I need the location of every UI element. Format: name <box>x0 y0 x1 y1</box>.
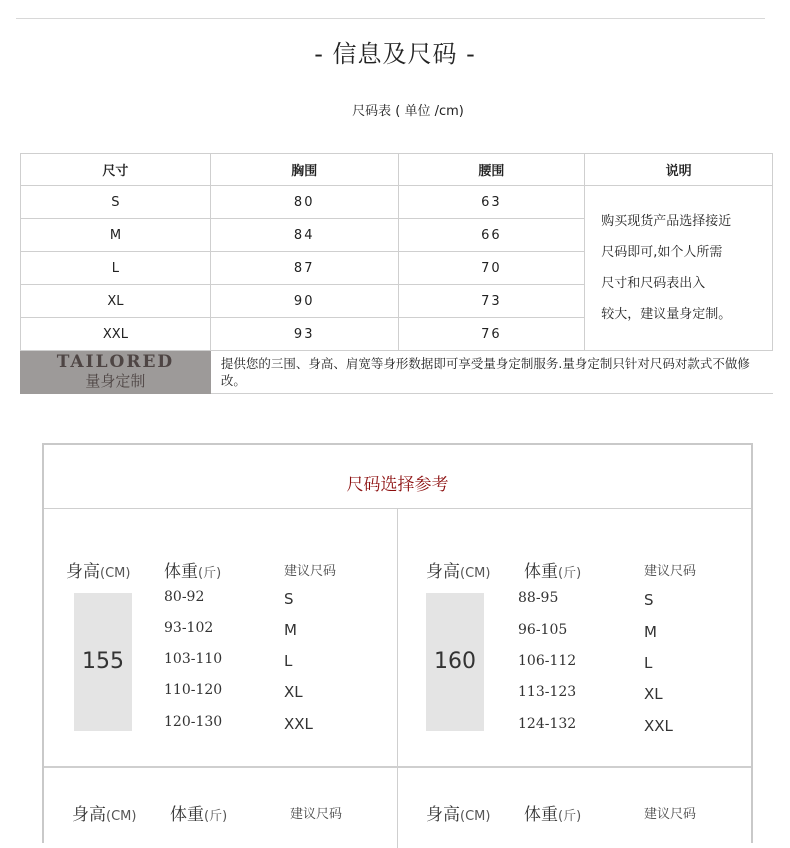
suggested-size: XL <box>644 685 663 703</box>
col-header-chest: 胸围 <box>210 154 398 186</box>
weight-header <box>524 800 581 825</box>
height-label: 身高 <box>72 805 106 825</box>
weight-label: 体重 <box>170 805 204 825</box>
suggested-size: S <box>644 591 654 609</box>
chest-cell: 90 <box>210 285 398 318</box>
weight-header <box>164 557 221 582</box>
size-table-header <box>21 154 773 186</box>
weight-range: 120-130 <box>164 714 223 730</box>
jin-unit: (斤) <box>558 809 582 824</box>
height-header <box>72 800 136 825</box>
reference-title: 尺码选择参考 <box>44 445 751 509</box>
jin-unit: (斤) <box>204 809 228 824</box>
suggested-size: M <box>284 621 297 639</box>
waist-cell: 76 <box>398 318 585 351</box>
tailored-badge-title: TAILORED <box>56 352 175 372</box>
tailored-badge-subtitle: 量身定制 <box>85 372 146 390</box>
suggest-size-header: 建议尺码 <box>644 807 697 822</box>
waist-cell: 73 <box>398 285 585 318</box>
col-header-waist: 腰围 <box>398 154 585 186</box>
size-cell: S <box>21 186 211 219</box>
chest-cell: 87 <box>210 252 398 285</box>
suggested-size: XXL <box>284 715 313 733</box>
size-table-subtitle: 尺码表 ( 单位 /cm) <box>352 104 464 119</box>
suggest-size-header: 建议尺码 <box>284 564 337 579</box>
suggested-size: M <box>644 623 657 641</box>
size-cell: XXL <box>21 318 211 351</box>
height-header <box>66 557 130 582</box>
weight-range: 110-120 <box>164 682 223 698</box>
col-header-size: 尺寸 <box>21 154 211 186</box>
reference-column-divider <box>397 508 398 848</box>
chest-cell: 84 <box>210 219 398 252</box>
cm-unit: (CM) <box>106 809 137 824</box>
cm-unit: (CM) <box>100 566 131 581</box>
weight-label: 体重 <box>164 562 198 582</box>
height-value-box: 155 <box>74 593 132 731</box>
chest-cell: 80 <box>210 186 398 219</box>
table-row <box>21 186 773 219</box>
size-table <box>20 153 773 394</box>
note-line: 较大，建议量身定制。 <box>601 307 732 322</box>
weight-header <box>524 557 581 582</box>
waist-cell: 63 <box>398 186 585 219</box>
note-line: 购买现货产品选择接近 <box>601 214 732 229</box>
chest-cell: 93 <box>210 318 398 351</box>
waist-cell: 70 <box>398 252 585 285</box>
suggested-size: XXL <box>644 717 673 735</box>
weight-label: 体重 <box>524 805 558 825</box>
suggest-size-header: 建议尺码 <box>644 564 697 579</box>
size-cell: M <box>21 219 211 252</box>
size-reference-panel <box>42 443 753 843</box>
height-label: 身高 <box>426 805 460 825</box>
size-cell: XL <box>21 285 211 318</box>
reference-row-divider <box>44 766 751 768</box>
tailored-row <box>21 351 773 394</box>
jin-unit: (斤) <box>558 566 582 581</box>
tailored-note: 提供您的三围、身高、肩宽等身形数据即可享受量身定制服务.量身定制只针对尺码对款式不做修改。 <box>210 351 772 394</box>
weight-range: 96-105 <box>518 622 568 638</box>
suggested-size: XL <box>284 683 303 701</box>
size-note <box>585 186 773 351</box>
height-value-box: 160 <box>426 593 484 731</box>
height-label: 身高 <box>426 562 460 582</box>
jin-unit: (斤) <box>198 566 222 581</box>
weight-label: 体重 <box>524 562 558 582</box>
weight-header <box>170 800 227 825</box>
weight-range: 103-110 <box>164 651 223 667</box>
page-title: - 信息及尺码 - <box>314 40 476 68</box>
weight-range: 124-132 <box>518 716 577 732</box>
waist-cell: 66 <box>398 219 585 252</box>
weight-range: 106-112 <box>518 653 577 669</box>
suggested-size: L <box>644 654 653 672</box>
note-line: 尺寸和尺码表出入 <box>601 276 706 291</box>
size-cell: L <box>21 252 211 285</box>
cm-unit: (CM) <box>460 566 491 581</box>
note-line: 尺码即可,如个人所需 <box>601 245 723 260</box>
suggested-size: L <box>284 652 293 670</box>
col-header-note: 说明 <box>585 154 773 186</box>
height-header <box>426 557 490 582</box>
suggested-size: S <box>284 590 294 608</box>
weight-range: 113-123 <box>518 684 577 700</box>
top-divider <box>16 18 765 19</box>
height-label: 身高 <box>66 562 100 582</box>
weight-range: 93-102 <box>164 620 214 636</box>
weight-range: 88-95 <box>518 590 559 606</box>
tailored-badge <box>21 351 211 394</box>
suggest-size-header: 建议尺码 <box>290 807 343 822</box>
weight-range: 80-92 <box>164 589 205 605</box>
cm-unit: (CM) <box>460 809 491 824</box>
height-header <box>426 800 490 825</box>
